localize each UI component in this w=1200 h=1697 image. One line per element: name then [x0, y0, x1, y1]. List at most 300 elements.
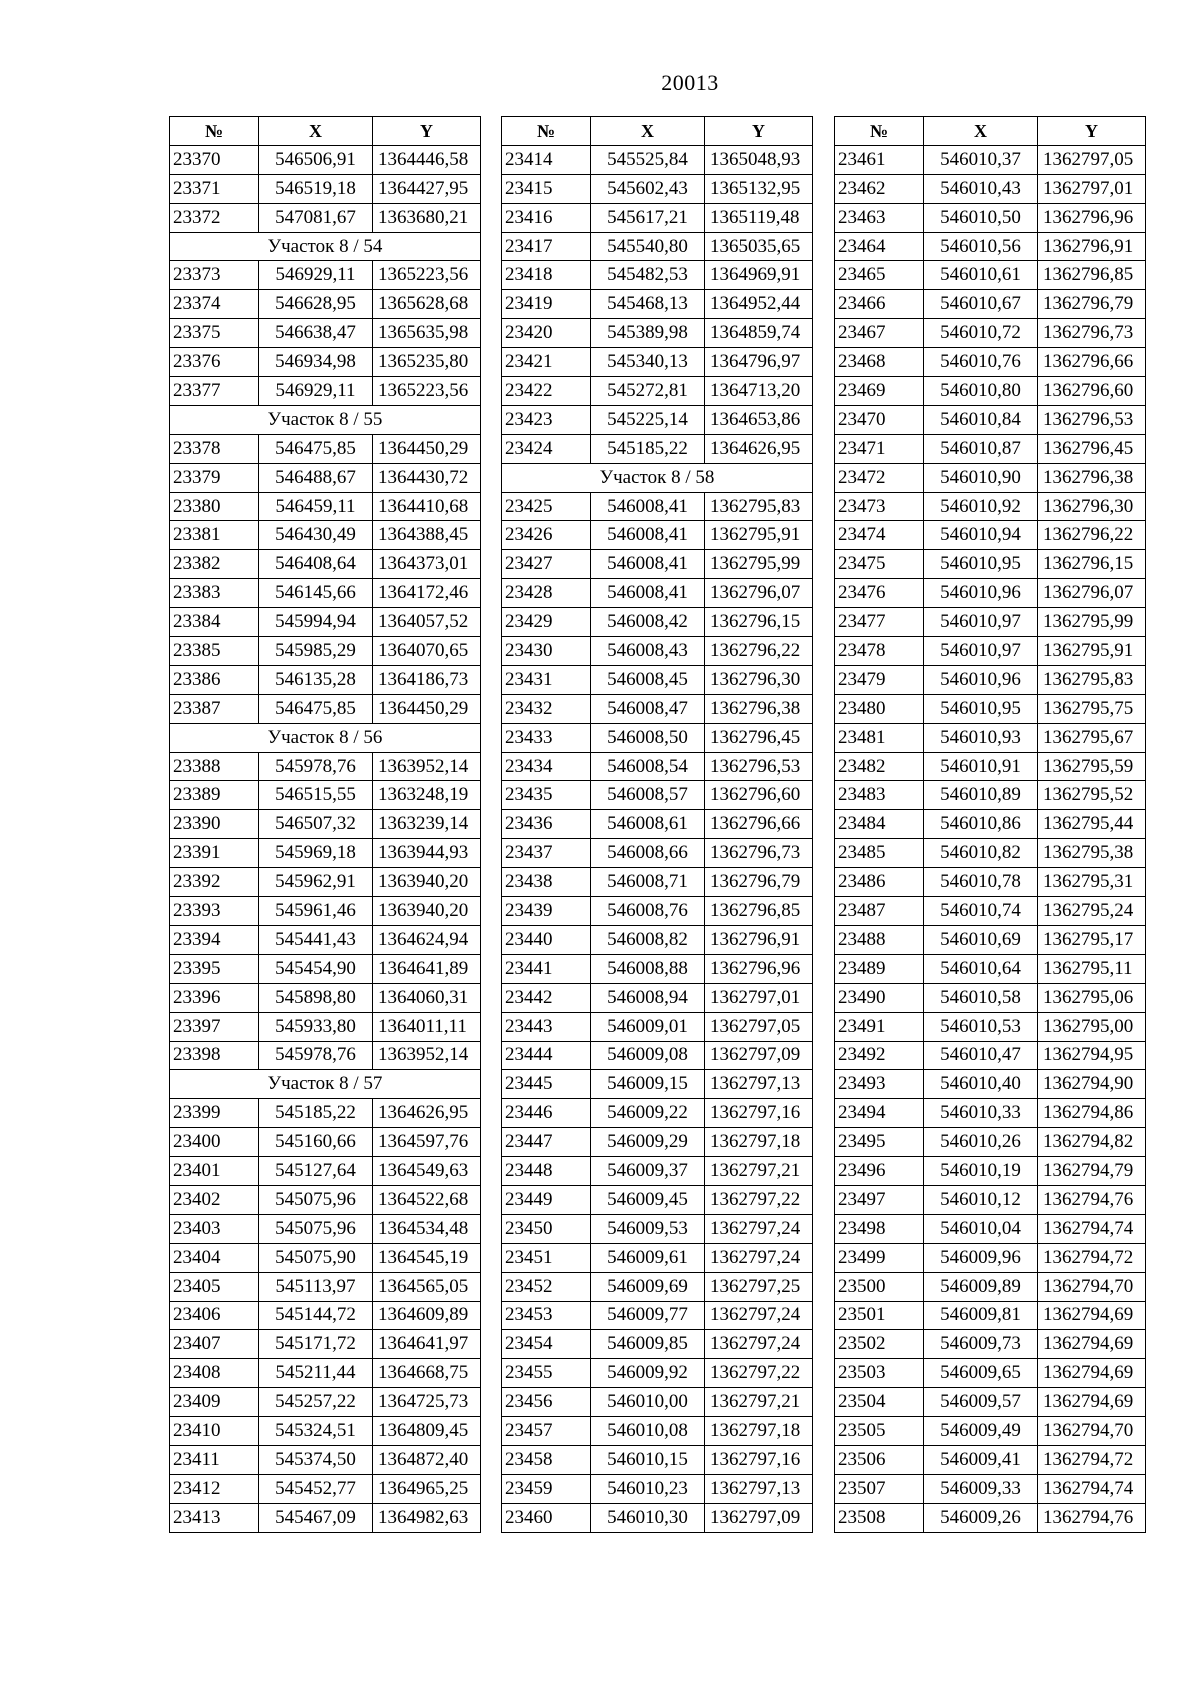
- table-row: [835, 579, 1146, 608]
- point-number: 23402: [170, 1185, 259, 1214]
- x-coordinate: 546008,54: [591, 752, 705, 781]
- point-number: 23466: [835, 290, 924, 319]
- y-coordinate: 1364057,52: [373, 608, 481, 637]
- table-row: [502, 637, 813, 666]
- x-coordinate: 545340,13: [591, 348, 705, 377]
- x-coordinate: 546009,15: [591, 1070, 705, 1099]
- x-coordinate: 546010,47: [924, 1041, 1038, 1070]
- point-number: 23473: [835, 492, 924, 521]
- table-row: [502, 1070, 813, 1099]
- table-row: [835, 174, 1146, 203]
- section-title: Участок 8 / 58: [502, 463, 813, 492]
- y-coordinate: 1364626,95: [373, 1099, 481, 1128]
- table-row: [835, 637, 1146, 666]
- y-coordinate: 1362797,16: [705, 1099, 813, 1128]
- table-row: [835, 752, 1146, 781]
- y-coordinate: 1362796,30: [705, 665, 813, 694]
- x-coordinate: 546008,41: [591, 579, 705, 608]
- y-coordinate: 1363248,19: [373, 781, 481, 810]
- table-row: [502, 1330, 813, 1359]
- point-number: 23394: [170, 925, 259, 954]
- x-coordinate: 546010,56: [924, 232, 1038, 261]
- point-number: 23492: [835, 1041, 924, 1070]
- table-row: [170, 319, 481, 348]
- x-coordinate: 546010,61: [924, 261, 1038, 290]
- table-row: [502, 1243, 813, 1272]
- y-coordinate: 1364653,86: [705, 405, 813, 434]
- y-coordinate: 1362795,06: [1038, 983, 1146, 1012]
- table-row: [502, 1012, 813, 1041]
- y-coordinate: 1364624,94: [373, 925, 481, 954]
- y-coordinate: 1364565,05: [373, 1272, 481, 1301]
- y-coordinate: 1362796,96: [705, 954, 813, 983]
- x-coordinate: 545185,22: [591, 434, 705, 463]
- table-row: [502, 1185, 813, 1214]
- table-row: [835, 868, 1146, 897]
- x-coordinate: 546430,49: [259, 521, 373, 550]
- point-number: 23499: [835, 1243, 924, 1272]
- point-number: 23399: [170, 1099, 259, 1128]
- table-row: [835, 954, 1146, 983]
- x-coordinate: 546010,95: [924, 550, 1038, 579]
- x-coordinate: 545602,43: [591, 174, 705, 203]
- y-coordinate: 1364713,20: [705, 377, 813, 406]
- point-number: 23396: [170, 983, 259, 1012]
- table-row: [502, 1272, 813, 1301]
- y-coordinate: 1365628,68: [373, 290, 481, 319]
- table-row: [170, 1041, 481, 1070]
- table-row: [502, 174, 813, 203]
- table-row: [170, 550, 481, 579]
- point-number: 23425: [502, 492, 591, 521]
- table-row: [835, 463, 1146, 492]
- point-number: 23477: [835, 608, 924, 637]
- x-coordinate: 546010,43: [924, 174, 1038, 203]
- table-row: [835, 1388, 1146, 1417]
- point-number: 23448: [502, 1157, 591, 1186]
- table-row: [835, 1070, 1146, 1099]
- x-coordinate: 545374,50: [259, 1445, 373, 1474]
- section-title: Участок 8 / 54: [170, 232, 481, 261]
- x-coordinate: 546010,64: [924, 954, 1038, 983]
- point-number: 23420: [502, 319, 591, 348]
- y-coordinate: 1365223,56: [373, 377, 481, 406]
- table-row: [502, 781, 813, 810]
- y-coordinate: 1362794,69: [1038, 1301, 1146, 1330]
- point-number: 23469: [835, 377, 924, 406]
- point-number: 23501: [835, 1301, 924, 1330]
- point-number: 23470: [835, 405, 924, 434]
- header-num: №: [835, 117, 924, 146]
- x-coordinate: 546008,42: [591, 608, 705, 637]
- y-coordinate: 1362794,79: [1038, 1157, 1146, 1186]
- x-coordinate: 546009,53: [591, 1214, 705, 1243]
- table-header-row: [835, 117, 1146, 146]
- point-number: 23471: [835, 434, 924, 463]
- point-number: 23446: [502, 1099, 591, 1128]
- table-row: [502, 608, 813, 637]
- x-coordinate: 546010,67: [924, 290, 1038, 319]
- table-row: [502, 1301, 813, 1330]
- point-number: 23375: [170, 319, 259, 348]
- point-number: 23497: [835, 1185, 924, 1214]
- x-coordinate: 546010,76: [924, 348, 1038, 377]
- x-coordinate: 546009,96: [924, 1243, 1038, 1272]
- point-number: 23484: [835, 810, 924, 839]
- y-coordinate: 1362796,15: [705, 608, 813, 637]
- y-coordinate: 1364982,63: [373, 1503, 481, 1532]
- point-number: 23408: [170, 1359, 259, 1388]
- x-coordinate: 546009,37: [591, 1157, 705, 1186]
- x-coordinate: 546010,53: [924, 1012, 1038, 1041]
- point-number: 23476: [835, 579, 924, 608]
- table-row: [835, 925, 1146, 954]
- point-number: 23468: [835, 348, 924, 377]
- table-row: [502, 1445, 813, 1474]
- point-number: 23438: [502, 868, 591, 897]
- point-number: 23504: [835, 1388, 924, 1417]
- point-number: 23451: [502, 1243, 591, 1272]
- table-row: [170, 1417, 481, 1446]
- x-coordinate: 546519,18: [259, 174, 373, 203]
- x-coordinate: 546010,82: [924, 839, 1038, 868]
- point-number: 23390: [170, 810, 259, 839]
- point-number: 23493: [835, 1070, 924, 1099]
- table-row: [170, 348, 481, 377]
- table-row: [835, 723, 1146, 752]
- table-row: [835, 1128, 1146, 1157]
- y-coordinate: 1362796,73: [1038, 319, 1146, 348]
- y-coordinate: 1364597,76: [373, 1128, 481, 1157]
- y-coordinate: 1363940,20: [373, 897, 481, 926]
- point-number: 23483: [835, 781, 924, 810]
- x-coordinate: 546009,45: [591, 1185, 705, 1214]
- header-x: X: [591, 117, 705, 146]
- x-coordinate: 545994,94: [259, 608, 373, 637]
- table-row: [502, 492, 813, 521]
- y-coordinate: 1364969,91: [705, 261, 813, 290]
- header-x: X: [924, 117, 1038, 146]
- point-number: 23407: [170, 1330, 259, 1359]
- table-row: [502, 261, 813, 290]
- x-coordinate: 546008,88: [591, 954, 705, 983]
- y-coordinate: 1362797,21: [705, 1157, 813, 1186]
- table-row: [170, 1243, 481, 1272]
- x-coordinate: 545075,96: [259, 1214, 373, 1243]
- y-coordinate: 1364388,45: [373, 521, 481, 550]
- table-row: [502, 1417, 813, 1446]
- x-coordinate: 546408,64: [259, 550, 373, 579]
- point-number: 23464: [835, 232, 924, 261]
- x-coordinate: 546008,66: [591, 839, 705, 868]
- y-coordinate: 1362795,91: [1038, 637, 1146, 666]
- x-coordinate: 546010,26: [924, 1128, 1038, 1157]
- table-row: [835, 1243, 1146, 1272]
- x-coordinate: 545898,80: [259, 983, 373, 1012]
- y-coordinate: 1362795,83: [705, 492, 813, 521]
- table-row: [170, 1330, 481, 1359]
- x-coordinate: 546008,47: [591, 694, 705, 723]
- point-number: 23388: [170, 752, 259, 781]
- page-number: 20013: [661, 70, 719, 95]
- point-number: 23456: [502, 1388, 591, 1417]
- y-coordinate: 1364725,73: [373, 1388, 481, 1417]
- point-number: 23422: [502, 377, 591, 406]
- point-number: 23441: [502, 954, 591, 983]
- y-coordinate: 1364641,89: [373, 954, 481, 983]
- y-coordinate: 1364011,11: [373, 1012, 481, 1041]
- table-row: [502, 348, 813, 377]
- y-coordinate: 1362796,91: [705, 925, 813, 954]
- table-row: [835, 1445, 1146, 1474]
- table-row: [835, 1099, 1146, 1128]
- y-coordinate: 1362797,13: [705, 1474, 813, 1503]
- y-coordinate: 1362795,59: [1038, 752, 1146, 781]
- point-number: 23389: [170, 781, 259, 810]
- y-coordinate: 1362796,79: [705, 868, 813, 897]
- point-number: 23506: [835, 1445, 924, 1474]
- y-coordinate: 1364410,68: [373, 492, 481, 521]
- point-number: 23443: [502, 1012, 591, 1041]
- x-coordinate: 546459,11: [259, 492, 373, 521]
- x-coordinate: 546145,66: [259, 579, 373, 608]
- point-number: 23413: [170, 1503, 259, 1532]
- x-coordinate: 545127,64: [259, 1157, 373, 1186]
- table-row: [170, 868, 481, 897]
- y-coordinate: 1365635,98: [373, 319, 481, 348]
- y-coordinate: 1362795,91: [705, 521, 813, 550]
- y-coordinate: 1363940,20: [373, 868, 481, 897]
- table-row: [502, 1041, 813, 1070]
- y-coordinate: 1362797,01: [705, 983, 813, 1012]
- y-coordinate: 1362797,09: [705, 1503, 813, 1532]
- table-row: [835, 781, 1146, 810]
- table-row: [502, 897, 813, 926]
- point-number: 23440: [502, 925, 591, 954]
- table-row: [835, 492, 1146, 521]
- point-number: 23462: [835, 174, 924, 203]
- table-row: [835, 810, 1146, 839]
- coordinates-table-1: [169, 116, 481, 1533]
- table-row: [835, 550, 1146, 579]
- x-coordinate: 546010,33: [924, 1099, 1038, 1128]
- table-row: [502, 232, 813, 261]
- x-coordinate: 546010,89: [924, 781, 1038, 810]
- x-coordinate: 546010,95: [924, 694, 1038, 723]
- x-coordinate: 546010,91: [924, 752, 1038, 781]
- table-row: [835, 1330, 1146, 1359]
- point-number: 23498: [835, 1214, 924, 1243]
- table-row: [835, 665, 1146, 694]
- x-coordinate: 546929,11: [259, 377, 373, 406]
- y-coordinate: 1365048,93: [705, 145, 813, 174]
- y-coordinate: 1362796,07: [705, 579, 813, 608]
- table-row: [835, 983, 1146, 1012]
- point-number: 23472: [835, 463, 924, 492]
- point-number: 23418: [502, 261, 591, 290]
- y-coordinate: 1364549,63: [373, 1157, 481, 1186]
- table-row: [835, 1503, 1146, 1532]
- x-coordinate: 545272,81: [591, 377, 705, 406]
- x-coordinate: 546010,92: [924, 492, 1038, 521]
- x-coordinate: 546009,69: [591, 1272, 705, 1301]
- point-number: 23409: [170, 1388, 259, 1417]
- y-coordinate: 1362794,70: [1038, 1272, 1146, 1301]
- point-number: 23435: [502, 781, 591, 810]
- y-coordinate: 1362794,70: [1038, 1417, 1146, 1446]
- y-coordinate: 1364545,19: [373, 1243, 481, 1272]
- point-number: 23429: [502, 608, 591, 637]
- table-row: [502, 1359, 813, 1388]
- point-number: 23485: [835, 839, 924, 868]
- x-coordinate: 546010,94: [924, 521, 1038, 550]
- y-coordinate: 1363944,93: [373, 839, 481, 868]
- x-coordinate: 545617,21: [591, 203, 705, 232]
- y-coordinate: 1362794,76: [1038, 1185, 1146, 1214]
- point-number: 23465: [835, 261, 924, 290]
- y-coordinate: 1362797,22: [705, 1359, 813, 1388]
- point-number: 23432: [502, 694, 591, 723]
- table-row: [835, 1272, 1146, 1301]
- table-row: [835, 897, 1146, 926]
- point-number: 23487: [835, 897, 924, 926]
- point-number: 23417: [502, 232, 591, 261]
- y-coordinate: 1362796,66: [705, 810, 813, 839]
- y-coordinate: 1362795,17: [1038, 925, 1146, 954]
- x-coordinate: 546008,94: [591, 983, 705, 1012]
- y-coordinate: 1362795,24: [1038, 897, 1146, 926]
- y-coordinate: 1364668,75: [373, 1359, 481, 1388]
- table-row: [835, 145, 1146, 174]
- point-number: 23481: [835, 723, 924, 752]
- y-coordinate: 1364446,58: [373, 145, 481, 174]
- x-coordinate: 545978,76: [259, 752, 373, 781]
- table-row: [835, 1359, 1146, 1388]
- point-number: 23387: [170, 694, 259, 723]
- table-row: [502, 1157, 813, 1186]
- y-coordinate: 1364060,31: [373, 983, 481, 1012]
- y-coordinate: 1362797,05: [705, 1012, 813, 1041]
- table-row: [170, 579, 481, 608]
- table-row: [502, 290, 813, 319]
- point-number: 23449: [502, 1185, 591, 1214]
- point-number: 23412: [170, 1474, 259, 1503]
- table-row: [835, 405, 1146, 434]
- x-coordinate: 547081,67: [259, 203, 373, 232]
- point-number: 23433: [502, 723, 591, 752]
- point-number: 23500: [835, 1272, 924, 1301]
- table-row: [502, 868, 813, 897]
- table-header-row: [170, 117, 481, 146]
- point-number: 23411: [170, 1445, 259, 1474]
- x-coordinate: 546009,22: [591, 1099, 705, 1128]
- y-coordinate: 1364872,40: [373, 1445, 481, 1474]
- table-row: [170, 637, 481, 666]
- x-coordinate: 545468,13: [591, 290, 705, 319]
- point-number: 23377: [170, 377, 259, 406]
- y-coordinate: 1362797,21: [705, 1388, 813, 1417]
- point-number: 23442: [502, 983, 591, 1012]
- x-coordinate: 545075,96: [259, 1185, 373, 1214]
- table-row: [170, 897, 481, 926]
- x-coordinate: 546008,82: [591, 925, 705, 954]
- y-coordinate: 1362795,75: [1038, 694, 1146, 723]
- table-row: [502, 521, 813, 550]
- x-coordinate: 546009,57: [924, 1388, 1038, 1417]
- table-row: [170, 983, 481, 1012]
- point-number: 23437: [502, 839, 591, 868]
- table-row: [502, 434, 813, 463]
- point-number: 23463: [835, 203, 924, 232]
- table-row: [502, 694, 813, 723]
- point-number: 23491: [835, 1012, 924, 1041]
- point-number: 23461: [835, 145, 924, 174]
- y-coordinate: 1362797,01: [1038, 174, 1146, 203]
- point-number: 23386: [170, 665, 259, 694]
- table-row: [170, 954, 481, 983]
- point-number: 23392: [170, 868, 259, 897]
- point-number: 23459: [502, 1474, 591, 1503]
- table-row: [502, 954, 813, 983]
- x-coordinate: 546009,01: [591, 1012, 705, 1041]
- y-coordinate: 1362797,24: [705, 1301, 813, 1330]
- x-coordinate: 545978,76: [259, 1041, 373, 1070]
- table-row: [170, 1474, 481, 1503]
- table-row: [170, 839, 481, 868]
- x-coordinate: 545961,46: [259, 897, 373, 926]
- table-row: [170, 290, 481, 319]
- table-row: [835, 839, 1146, 868]
- y-coordinate: 1364859,74: [705, 319, 813, 348]
- point-number: 23400: [170, 1128, 259, 1157]
- x-coordinate: 545211,44: [259, 1359, 373, 1388]
- table-row: [835, 290, 1146, 319]
- point-number: 23416: [502, 203, 591, 232]
- y-coordinate: 1362794,69: [1038, 1359, 1146, 1388]
- x-coordinate: 546009,81: [924, 1301, 1038, 1330]
- point-number: 23414: [502, 145, 591, 174]
- section-row: [170, 405, 481, 434]
- point-number: 23397: [170, 1012, 259, 1041]
- y-coordinate: 1364965,25: [373, 1474, 481, 1503]
- y-coordinate: 1362796,66: [1038, 348, 1146, 377]
- point-number: 23452: [502, 1272, 591, 1301]
- point-number: 23478: [835, 637, 924, 666]
- point-number: 23455: [502, 1359, 591, 1388]
- y-coordinate: 1364450,29: [373, 694, 481, 723]
- x-coordinate: 546010,90: [924, 463, 1038, 492]
- point-number: 23489: [835, 954, 924, 983]
- y-coordinate: 1362794,72: [1038, 1445, 1146, 1474]
- table-row: [170, 925, 481, 954]
- section-title: Участок 8 / 55: [170, 405, 481, 434]
- point-number: 23423: [502, 405, 591, 434]
- point-number: 23474: [835, 521, 924, 550]
- point-number: 23490: [835, 983, 924, 1012]
- table-row: [835, 1214, 1146, 1243]
- x-coordinate: 545075,90: [259, 1243, 373, 1272]
- table-row: [502, 810, 813, 839]
- y-coordinate: 1362795,44: [1038, 810, 1146, 839]
- point-number: 23505: [835, 1417, 924, 1446]
- y-coordinate: 1362796,15: [1038, 550, 1146, 579]
- table-row: [502, 405, 813, 434]
- y-coordinate: 1364070,65: [373, 637, 481, 666]
- table-row: [170, 145, 481, 174]
- point-number: 23370: [170, 145, 259, 174]
- x-coordinate: 546010,19: [924, 1157, 1038, 1186]
- point-number: 23503: [835, 1359, 924, 1388]
